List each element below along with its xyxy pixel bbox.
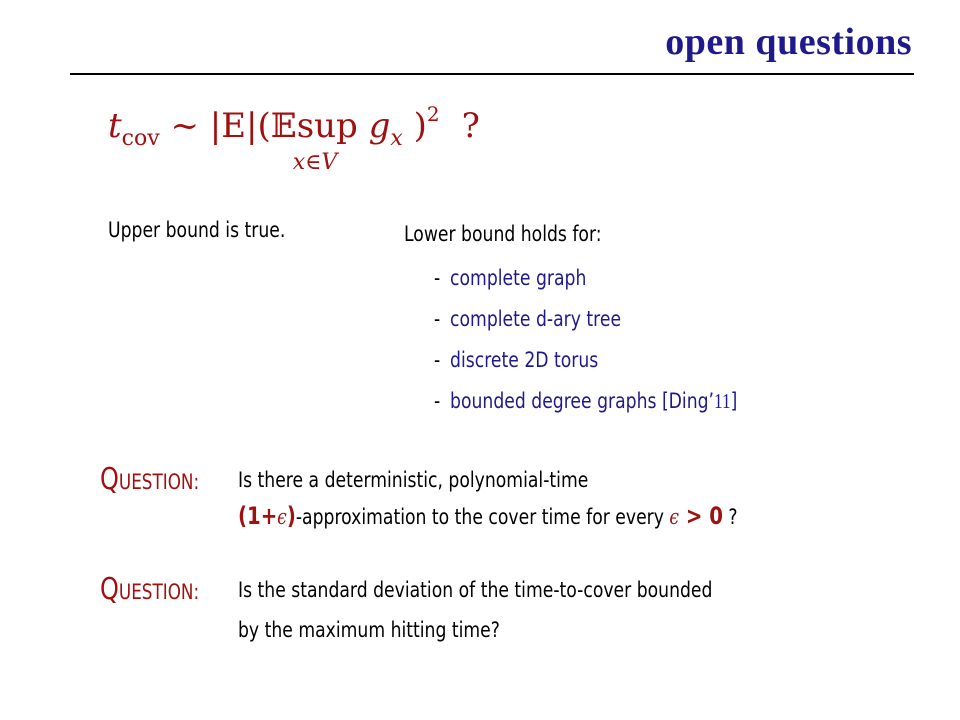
formula-g-subscript: x: [390, 126, 403, 151]
formula-sup-under: x∈V: [292, 150, 338, 175]
formula-t: t: [108, 106, 122, 146]
question-1-line-1: Is there a deterministic, polynomial-time: [238, 468, 589, 492]
question-1-line-2: (1+ϵ)-approximation to the cover time for every ϵ > 0 ?: [238, 502, 738, 530]
list-item: - discrete 2D torus: [434, 348, 599, 372]
question-1-label: QUESTION:: [100, 462, 200, 497]
list-item: - complete graph: [434, 266, 587, 290]
slide-title: open questions: [665, 21, 912, 63]
formula-sup-operator: [292, 106, 358, 175]
cover-time-formula: [108, 102, 480, 175]
formula-middle: ~ |E|(𝔼: [159, 106, 297, 146]
question-2-line-2: by the maximum hitting time?: [238, 618, 500, 642]
lower-bound-list: [434, 258, 737, 422]
question-2-line-1: Is the standard deviation of the time-to-cover bounded: [238, 578, 713, 602]
citation-year: 11: [714, 389, 731, 413]
upper-bound-note: Upper bound is true.: [108, 218, 286, 242]
citation-open: [Ding’: [656, 389, 715, 413]
formula-exponent: 2: [426, 102, 440, 126]
formula-g: g: [368, 106, 391, 146]
lower-bound-heading: Lower bound holds for:: [404, 222, 602, 246]
list-item: - complete d-ary tree: [434, 307, 622, 331]
title-divider: [70, 73, 914, 75]
question-2-label: QUESTION:: [100, 572, 200, 607]
formula-close: ): [402, 106, 427, 146]
formula-question-mark: ?: [461, 106, 480, 146]
formula-t-subscript: cov: [121, 126, 160, 151]
formula-sup: sup: [296, 106, 358, 146]
list-item: - bounded degree graphs [Ding’11]: [434, 389, 738, 413]
citation-close: ]: [730, 389, 738, 413]
